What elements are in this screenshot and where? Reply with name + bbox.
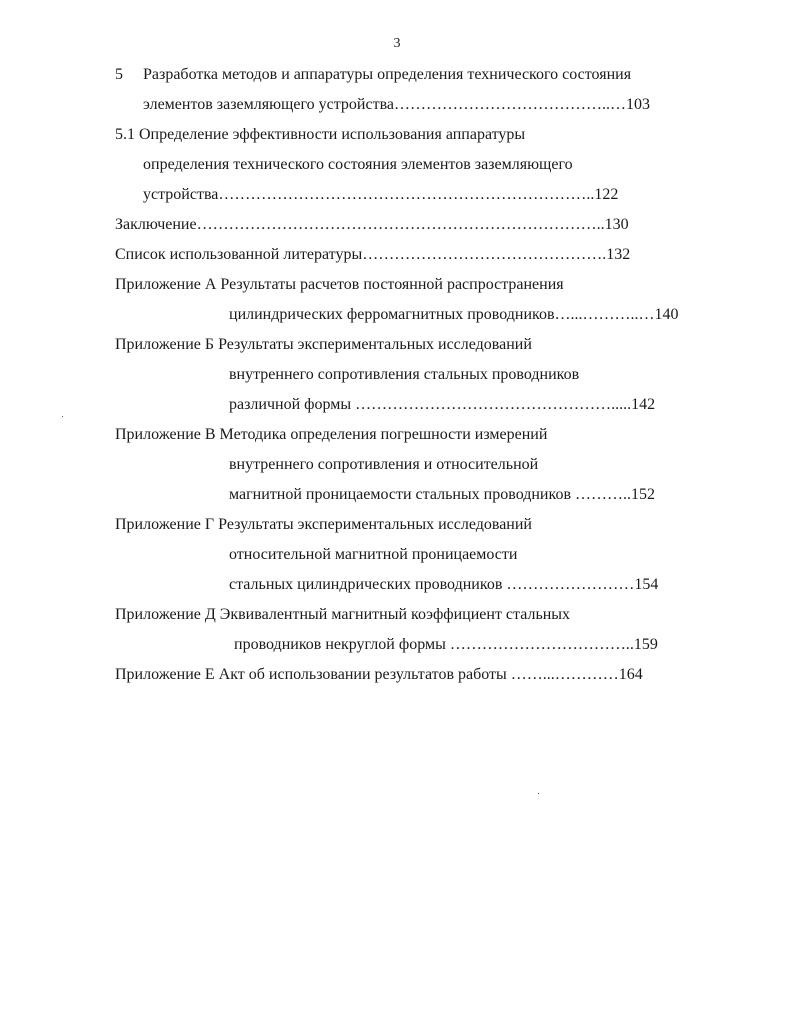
toc-entry-5-1-number: 5.1 <box>115 126 135 143</box>
toc-entry-appendix-a-line-2: цилиндрических ферромагнитных проводников…...………..…140 <box>229 306 679 323</box>
toc-entry-5-line-1 <box>115 65 631 85</box>
toc-entry-appendix-d-line-1: Приложение Д Эквивалентный магнитный коэффициент стальных <box>115 606 571 623</box>
toc-entry-5-1-line-1 <box>115 125 525 145</box>
toc-entry-5-1-line-2: определения технического состояния элементов заземляющего <box>143 156 573 173</box>
toc-entry-5-title: Разработка методов и аппаратуры определения технического состояния <box>143 66 632 83</box>
toc-entry-appendix-b-line-3: различной формы ………………………………………….....142 <box>229 396 656 413</box>
scan-speck <box>538 793 539 794</box>
toc-entry-appendix-g-line-2: относительной магнитной проницаемости <box>229 546 518 563</box>
toc-entry-appendix-g-line-1: Приложение Г Результаты экспериментальных исследований <box>115 516 532 533</box>
toc-entry-5-number: 5 <box>115 66 123 83</box>
toc-entry-appendix-b-line-1: Приложение Б Результаты экспериментальных исследований <box>115 336 532 353</box>
toc-entry-5-1-title: Определение эффективности использования аппаратуры <box>139 126 526 143</box>
toc-entry-appendix-v-line-3: магнитной проницаемости стальных проводников ………..152 <box>229 486 656 503</box>
toc-entry-appendix-e-line-1: Приложение Е Акт об использовании результатов работы ……...…………164 <box>115 666 643 683</box>
toc-entry-5-line-2: элементов заземляющего устройства…………………………………..…103 <box>143 96 651 113</box>
toc-entry-5-1-line-3: устройства……………………………………………………………..122 <box>143 186 619 203</box>
toc-entry-appendix-g-line-3: стальных цилиндрических проводников ……………………154 <box>229 576 659 593</box>
toc-entry-conclusion: Заключение…………………………………………………………………..130 <box>115 216 629 233</box>
toc-entry-appendix-v-line-2: внутреннего сопротивления и относительной <box>229 456 539 473</box>
toc-entry-appendix-b-line-2: внутреннего сопротивления стальных проводников <box>229 366 580 383</box>
scan-speck <box>62 416 63 417</box>
toc-entry-appendix-a-line-1: Приложение А Результаты расчетов постоянной распространения <box>115 276 564 293</box>
page-number: 3 <box>393 36 401 51</box>
toc-entry-appendix-d-line-2: проводников некруглой формы ……………………………..159 <box>234 636 658 653</box>
toc-entry-appendix-v-line-1: Приложение В Методика определения погрешности измерений <box>115 426 548 443</box>
toc-entry-references: Список использованной литературы……………………………………….132 <box>115 246 631 263</box>
